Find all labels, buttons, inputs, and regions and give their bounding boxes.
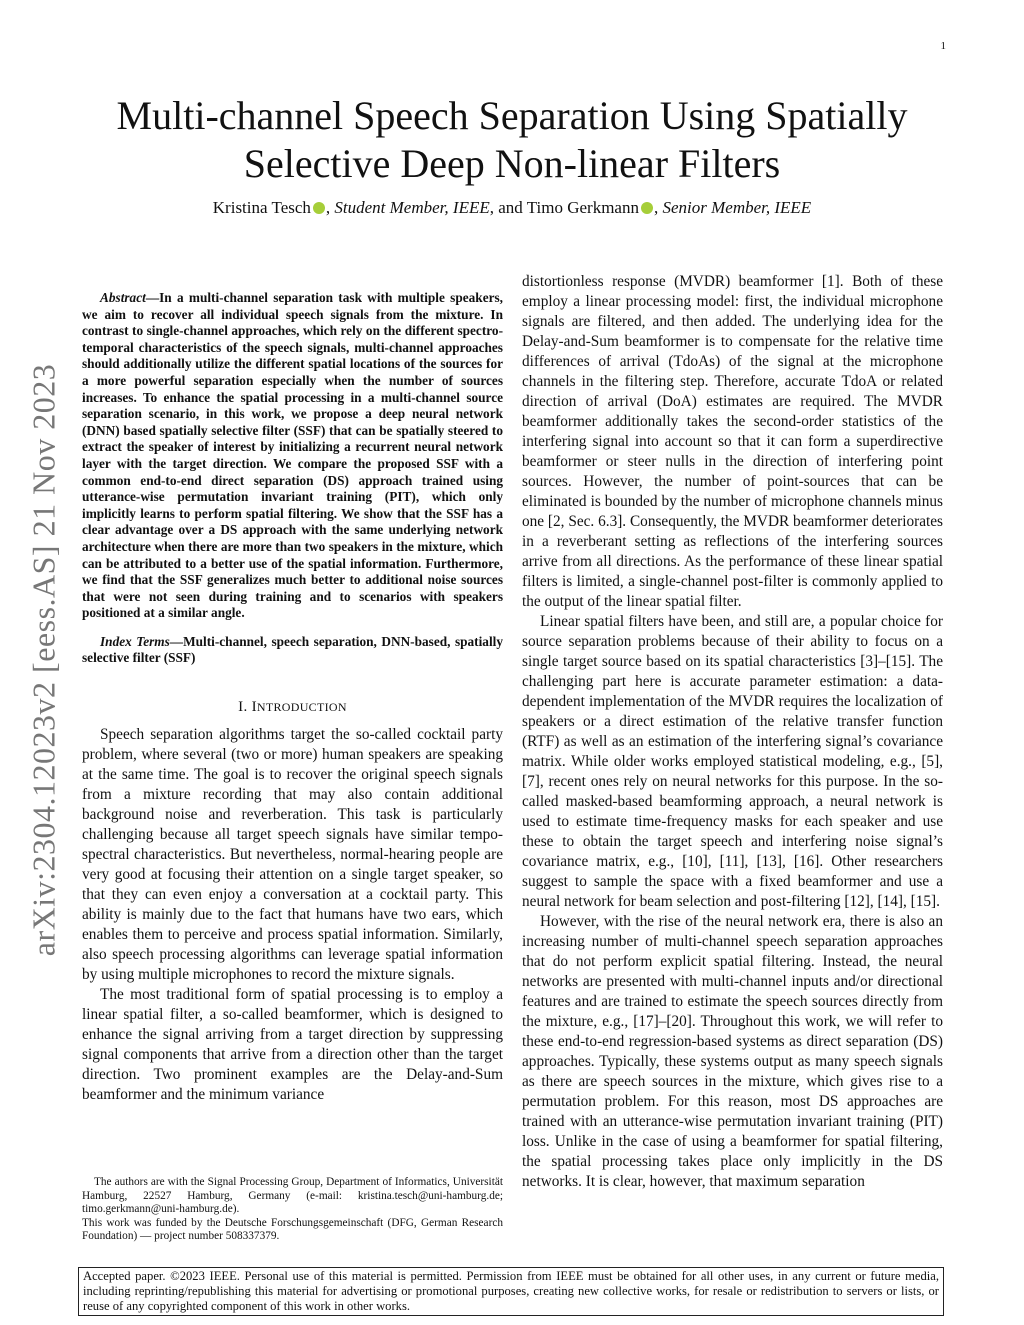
abstract-label: Abstract — [100, 290, 146, 305]
index-terms — [82, 634, 503, 667]
abstract — [82, 290, 503, 622]
paper-title — [80, 92, 944, 188]
title-line-2: Selective Deep Non-linear Filters — [243, 141, 781, 186]
footnote-affiliation: The authors are with the Signal Processing Group, Department of Informatics, Universität Hamburg, 22527 Hamburg, Germany (e-mail: kristina.tesch@uni-hamburg.de; timo.gerkmann@uni-hamburg.de). — [82, 1176, 503, 1215]
body-paragraph: distortionless response (MVDR) beamformer [1]. Both of these employ a linear processing model: first, the individual microphone signals are filtered, and then added. The underlying idea for the Delay-and-Sum beamformer is to compensate for the relative time differences of arrival (TdoAs) of the signal at the microphone channels in the filtering step. Therefore, accurate TdoA or related direction of arrival (DoA) estimates are required. The MVDR beamformer additionally takes the second-order statistics of the interfering signal into account so that it can form a superdirective beamformer or steer nulls in the direction of interfering point sources. However, the number of point-sources that can be eliminated is bounded by the number of microphone channels minus one [2, Sec. 6.3]. Consequently, the MVDR beamformer deteriorates in a reverberant setting as reflections of the interfering sources arrive from all directions. As the performance of these linear spatial filters is limited, a single-channel post-filter is commonly applied to the output of the linear spatial filter. — [522, 273, 943, 610]
body-paragraph: Speech separation algorithms target the so-called cocktail party problem, where several (two or more) human speakers are speaking at the same time. The goal is to recover the original speech signals from a mixture recording that may also contain additional background noise and reverberation. This task is particularly challenging because all target speech signals have similar tempo-spectral characteristics. But nevertheless, normal-hearing people are very good at focusing their attention on a single target speaker, so that they can even enjoy a conversation at a cocktail party. This ability is mainly due to the fact that humans have two ears, which enables them to perceive and process spatial information. Similarly, also speech processing algorithms can leverage spatial information by using multiple microphones to record the mixture signals. — [82, 726, 503, 984]
section-title-rest: NTRODUCTION — [256, 700, 347, 715]
body-paragraph: The most traditional form of spatial processing is to employ a linear spatial filter, a so-called beamformer, which is designed to enhance the signal arriving from a target direction by suppressing signal components that arrive from a direction other than the target direction. Two prominent examples are the Delay-and-Sum beamformer and the minimum variance — [82, 986, 503, 1104]
copyright-notice: Accepted paper. ©2023 IEEE. Personal use of this material is permitted. Permission from IEEE must be obtained for all other uses, in any current or future media, including reprinting/republishing this material for advertising or promotional purposes, creating new collective works, for resale or redistribution to servers or lists, or reuse of any copyrighted component of this work in other works. — [78, 1267, 944, 1316]
abstract-text: —In a multi-channel separation task with multiple speakers, we aim to recover all individual speech signals from the mixture. In contrast to single-channel approaches, which rely on the different spectro-temporal characteristics of the speech signals, multi-channel approaches should additionally utilize the different spatial locations of the sources for a more powerful separation especially when the number of sources increases. To enhance the spatial processing in a multi-channel source separation scenario, in this work, we propose a deep neural network (DNN) based spatially selective filter (SSF) that can be spatially steered to extract the speaker of interest by initializing a recurrent neural network layer with the target direction. We compare the proposed SSF with a common end-to-end direct separation (DS) approach trained using utterance-wise permutation invariant training (PIT), which only implicitly learns to perform spatial filtering. We show that the SSF has a clear advantage over a DS approach with the same underlying network architecture when there are more than two speakers in the mixture, which can be attributed to a better use of the spatial information. Furthermore, we find that the SSF generalizes much better to additional noise sources that were not seen during training and to scenarios with speakers positioned at a similar angle. — [82, 290, 503, 621]
index-terms-label: Index Terms — [100, 633, 170, 649]
section-heading — [82, 697, 503, 717]
arxiv-identifier[interactable]: arXiv:2304.12023v2 [eess.AS] 21 Nov 2023 — [25, 363, 62, 957]
author-list: Kristina Tesch , Student Member, IEEE, and Timo Gerkmann , Senior Member, IEEE — [212, 198, 812, 217]
body-paragraph: However, with the rise of the neural network era, there is also an increasing number of multi-channel speech separation approaches that do not perform explicit spatial filtering. Instead, the neural networks are presented with multi-channel inputs and/or directional features and are trained to estimate the speech sources directly from the mixture, e.g., [17]–[20]. Throughout this work, we will refer to these end-to-end regression-based systems as direct separation (DS) approaches. Typically, these systems output as many speech signals as there are speech sources in the mixture, which gives rise to a permutation problem. For this reason, most DS approaches are trained with an utterance-wise permutation invariant training (PIT) loss. Unlike in the case of using a beamformer for spatial filtering, the spatial processing takes place only implicitly in the DS networks. It is clear, however, that maximum separation — [522, 913, 943, 1190]
orcid-icon[interactable] — [313, 202, 325, 214]
body-paragraph: Linear spatial filters have been, and still are, a popular choice for source separation problems because of their ability to focus on a single target source based on its spatial characteristics [3]–[15]. The challenging part here is accurate parameter estimation: a data-dependent implementation of the MVDR requires the localization of speakers or a direct estimation of the relative transfer function (RTF) as well as an estimation of the interfering signal’s covariance matrix. While older works employed statistical modeling, e.g., [5], [7], recent ones rely on neural networks for this purpose. In the so-called masked-based beamforming approach, a neural network is used to estimate time-frequency masks for each speaker and use these to obtain the target speech and interfering noise signal’s covariance matrix, e.g., [10], [11], [13], [16]. Other researchers suggest to sample the space with a fixed beamformer and use a neural network for beam selection and post-filtering [12], [14], [15]. — [522, 613, 943, 910]
author-role: Senior Member, IEEE — [662, 198, 812, 217]
section-initial: I — [251, 699, 257, 716]
left-column — [82, 272, 503, 1105]
title-line-1: Multi-channel Speech Separation Using Spatially — [116, 93, 908, 138]
author-name: Timo Gerkmann — [526, 198, 639, 217]
footnotes — [82, 1176, 503, 1244]
index-terms-text: —Multi-channel, speech separation, DNN-based, spatially selective filter (SSF) — [82, 633, 503, 666]
page-number: 1 — [940, 40, 946, 52]
section-numeral: I. — [238, 699, 252, 716]
footnote-funding: This work was funded by the Deutsche Forschungsgemeinschaft (DFG, German Research Foundation) — project number 508337379. — [82, 1216, 503, 1242]
author-role: Student Member, IEEE — [334, 198, 490, 217]
right-column — [522, 272, 943, 1192]
orcid-icon[interactable] — [641, 202, 653, 214]
author-conjunction: , and — [489, 198, 527, 217]
author-name: Kristina Tesch — [212, 198, 311, 217]
